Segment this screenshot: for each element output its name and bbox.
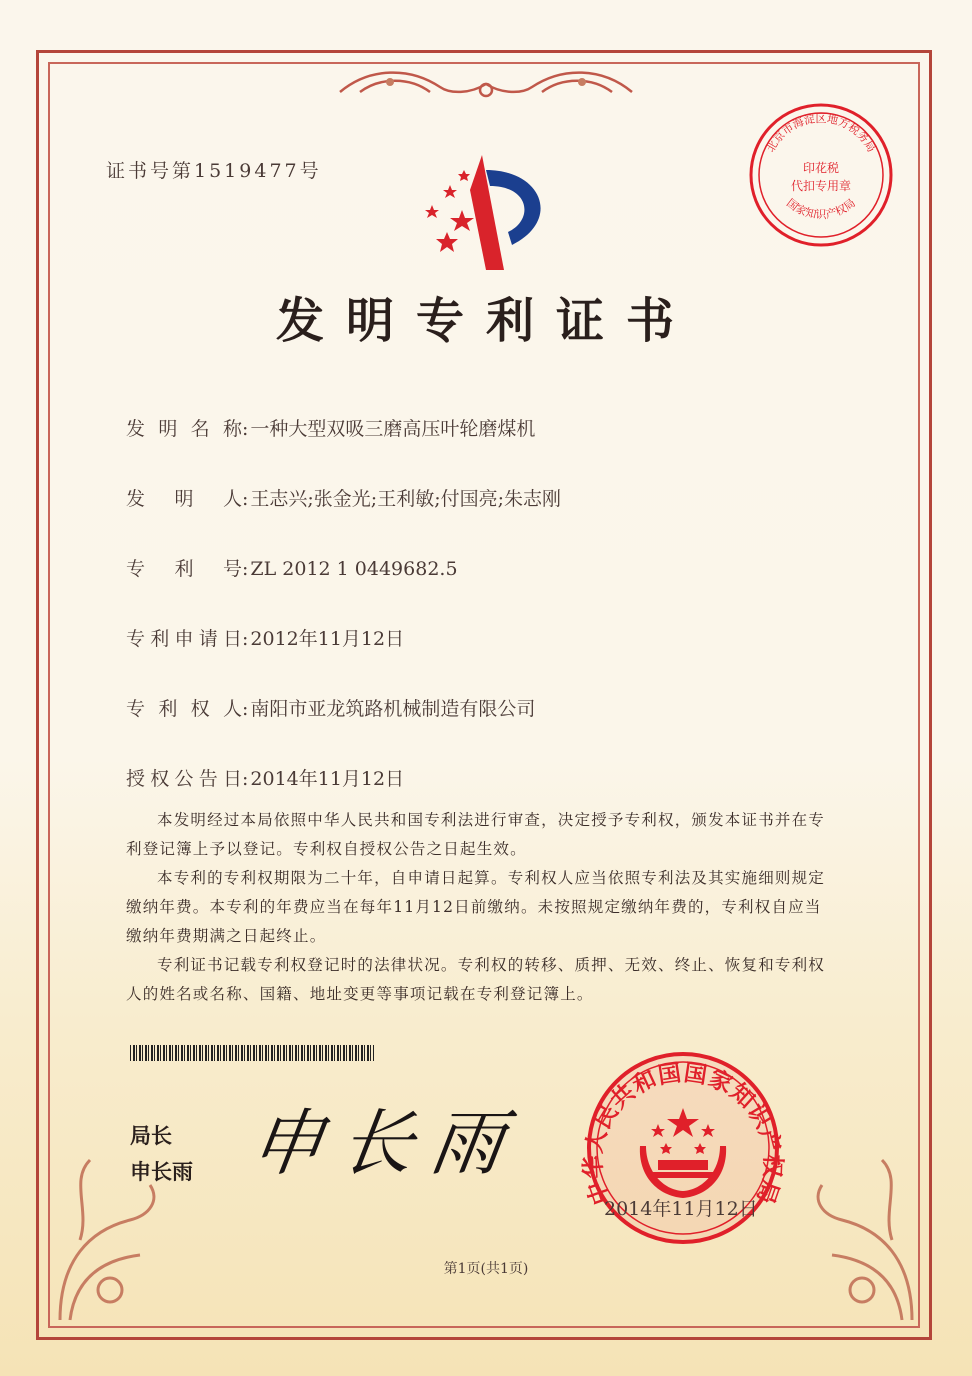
field-value: 南阳市亚龙筑路机械制造有限公司 <box>250 698 536 720</box>
certificate-body <box>126 806 834 1009</box>
tax-stamp-inner-1: 印花税 <box>802 161 840 175</box>
certificate-number: 证书号第1519477号 <box>106 160 322 182</box>
field-value: 一种大型双吸三磨高压叶轮磨煤机 <box>250 418 536 440</box>
tax-stamp-inner-2: 代扣专用章 <box>790 179 852 193</box>
body-paragraph-3: 专利证书记载专利权登记时的法律状况。专利权的转移、质押、无效、终止、恢复和专利权人的姓名或名称、国籍、地址变更等事项记载在专利登记簿上。 <box>126 956 826 1003</box>
field-label: 发明人 <box>126 488 242 510</box>
issue-date: 2014年11月12日 <box>604 1198 758 1220</box>
body-paragraph-1: 本发明经过本局依照中华人民共和国专利法进行审查，决定授予专利权，颁发本证书并在专利登记簿上予以登记。专利权自授权公告之日起生效。 <box>126 811 826 858</box>
field-invention-name: 发明名称: 一种大型双吸三磨高压叶轮磨煤机 <box>126 414 535 441</box>
certificate-title: 发明专利证书 <box>275 293 696 349</box>
bottom-right-ornament <box>792 1140 922 1330</box>
director-signature: 申长雨 <box>245 1101 528 1185</box>
page-number: 第1页(共1页) <box>443 1261 529 1277</box>
field-label: 专利申请日 <box>126 628 242 650</box>
svg-text:国家知识产权局 <box>784 196 858 221</box>
patent-office-logo <box>412 150 562 274</box>
tax-stamp-bottom-text: 国家知识产权局 <box>784 196 858 222</box>
field-label: 授权公告日 <box>126 768 242 790</box>
field-application-date: 专利申请日: 2012年11月12日 <box>126 624 404 651</box>
field-patent-number: 专利号: ZL 2012 1 0449682.5 <box>126 554 458 581</box>
top-ornament <box>330 62 642 112</box>
field-value: 2012年11月12日 <box>250 628 405 650</box>
tax-stamp-outer-text: 北京市海淀区地方税务局 <box>763 112 879 155</box>
field-inventors: 发明人: 王志兴;张金光;王利敏;付国亮;朱志刚 <box>126 484 561 511</box>
tax-stamp <box>746 100 896 250</box>
field-label: 专利权人 <box>126 698 242 720</box>
director-title: 局长 <box>130 1124 172 1148</box>
director-name: 申长雨 <box>130 1160 193 1184</box>
field-value: 王志兴;张金光;王利敏;付国亮;朱志刚 <box>250 488 562 510</box>
body-paragraph-2: 本专利的专利权期限为二十年，自申请日起算。专利权人应当依照专利法及其实施细则规定缴纳年费。本专利的年费应当在每年11月12日前缴纳。未按照规定缴纳年费的，专利权自应当缴纳年费期满之日起终止。 <box>126 869 826 945</box>
barcode <box>130 1045 374 1061</box>
field-value: ZL 2012 1 0449682.5 <box>250 558 458 580</box>
field-label: 专利号 <box>126 558 242 580</box>
field-value: 2014年11月12日 <box>250 768 405 790</box>
seal-text: 中华人民共和国国家知识产权局 <box>580 1060 786 1208</box>
field-patentee: 专利权人: 南阳市亚龙筑路机械制造有限公司 <box>126 694 535 721</box>
field-label: 发明名称 <box>126 418 242 440</box>
field-announcement-date: 授权公告日: 2014年11月12日 <box>126 764 404 791</box>
